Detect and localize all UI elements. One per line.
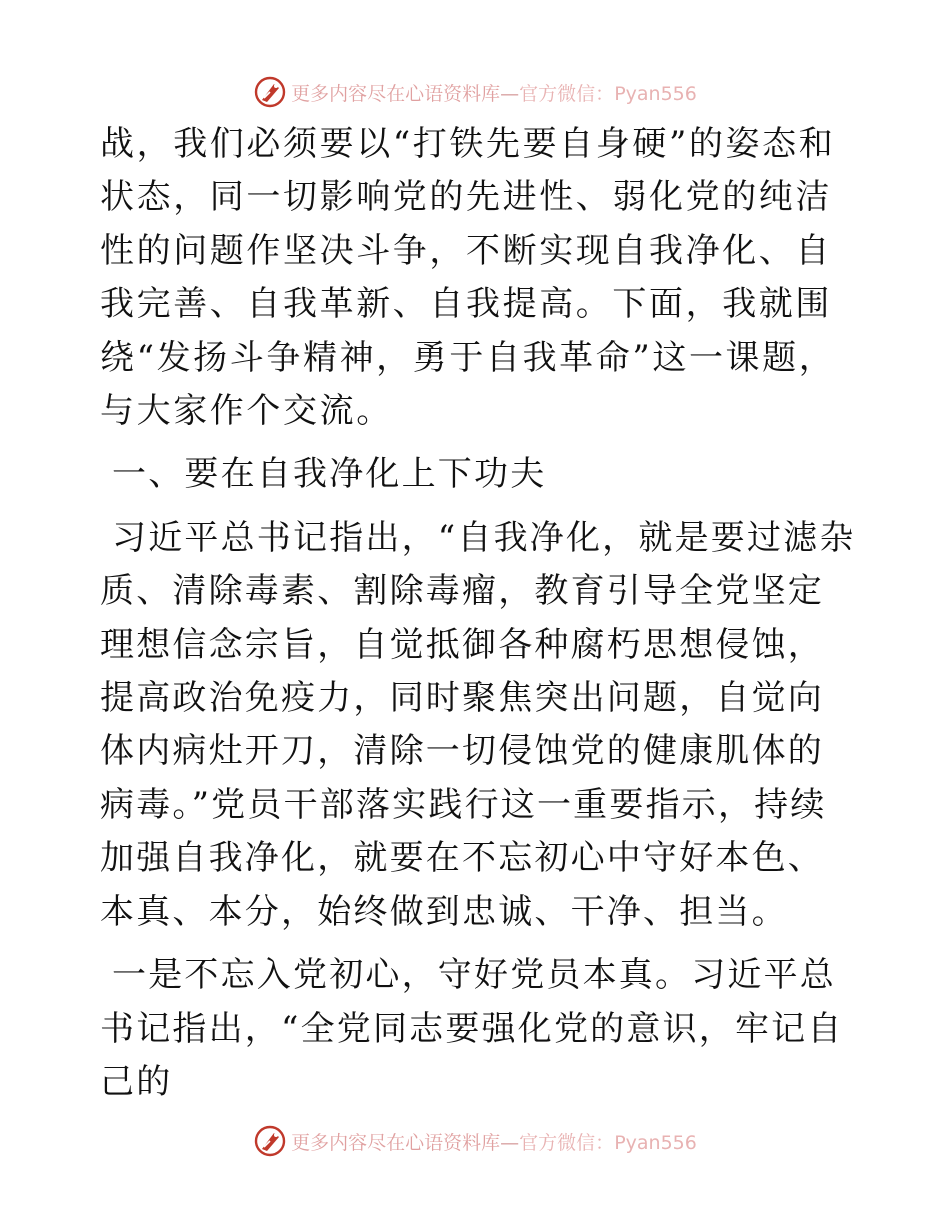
banner-site-text: 更多内容尽在心语资料库 bbox=[291, 82, 501, 105]
pen-nib-logo-icon bbox=[253, 1124, 287, 1158]
banner-text bbox=[291, 79, 697, 106]
banner-wechat-id: Pyan556 bbox=[614, 1131, 697, 1154]
pen-nib-logo-icon bbox=[253, 75, 287, 109]
banner-site-text: 更多内容尽在心语资料库 bbox=[291, 1131, 501, 1154]
paragraph-3: 一是不忘入党初心，守好党员本真。习近平总书记指出，“全党同志要强化党的意识，牢记自己的 bbox=[100, 955, 844, 1102]
banner-wechat-label: 官方微信： bbox=[519, 82, 615, 105]
section-heading-1: 一、要在自我净化上下功夫 bbox=[112, 454, 547, 495]
paragraph-1: 战，我们必须要以“打铁先要自身硬”的姿态和状态，同一切影响党的先进性、弱化党的纯洁性的问题作坚决斗争，不断实现自我净化、自我完善、自我革新、自我提高。下面，我就围绕“发扬斗争精神，勇于自我革命”这一课题，与大家作个交流。 bbox=[100, 124, 836, 432]
document-body bbox=[100, 118, 860, 1109]
banner-wechat-label: 官方微信： bbox=[519, 1131, 615, 1154]
banner-separator: — bbox=[500, 82, 520, 105]
banner-text bbox=[291, 1128, 697, 1155]
banner-separator: — bbox=[500, 1131, 520, 1154]
header-banner bbox=[0, 72, 950, 112]
paragraph-2: 习近平总书记指出，“自我净化，就是要过滤杂质、清除毒素、割除毒瘤，教育引导全党坚定理想信念宗旨，自觉抵御各种腐朽思想侵蚀，提高政治免疫力，同时聚焦突出问题，自觉向体内病灶开刀，清除一切侵蚀党的健康肌体的病毒。”党员干部落实践行这一重要指示，持续加强自我净化，就要在不忘初心中守好本色、本真、本分，始终做到忠诚、干净、担当。 bbox=[100, 517, 856, 932]
banner-wechat-id: Pyan556 bbox=[614, 82, 697, 105]
footer-banner bbox=[0, 1121, 950, 1161]
